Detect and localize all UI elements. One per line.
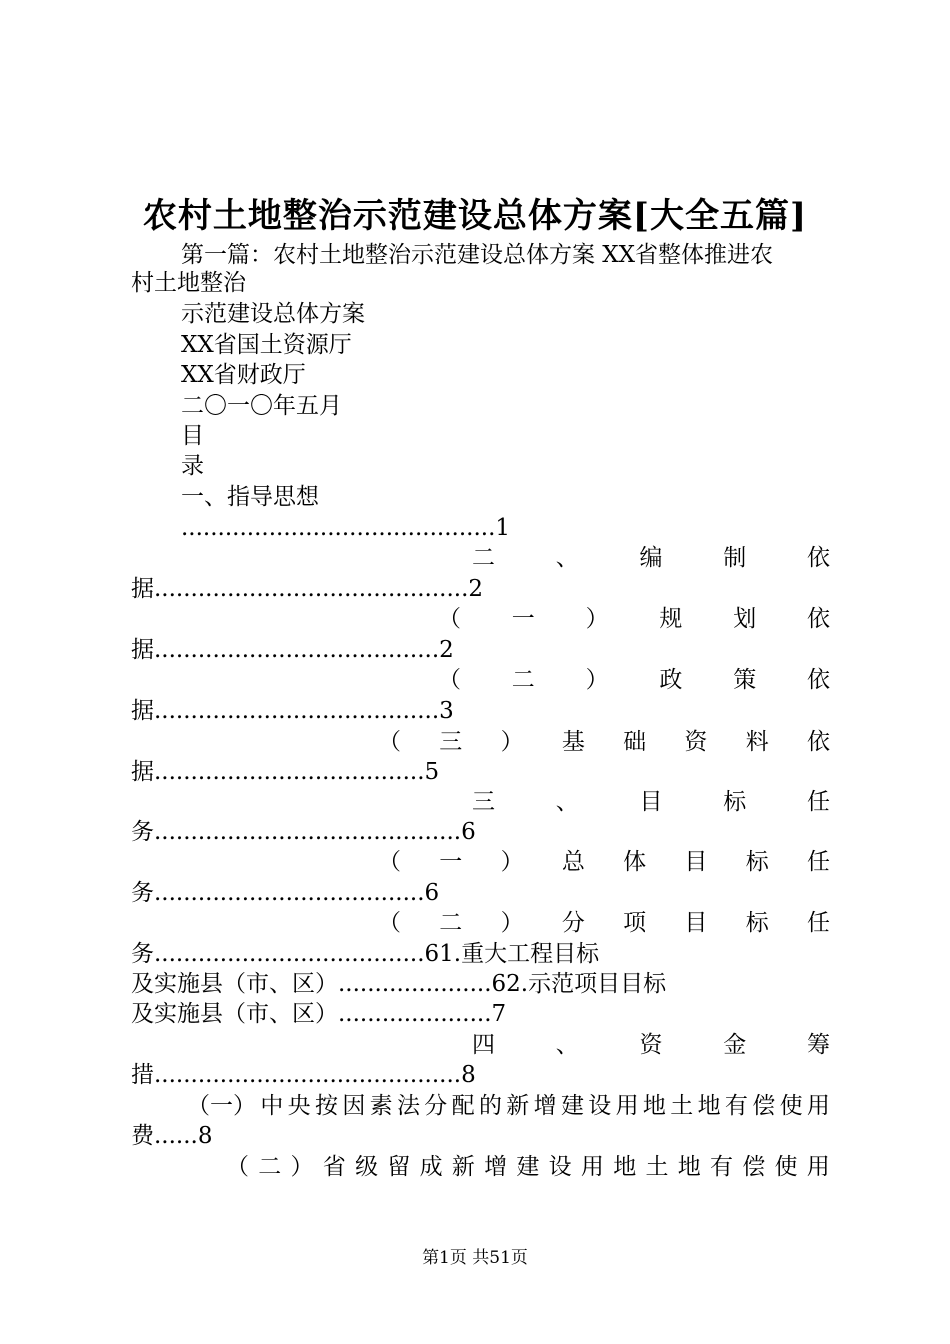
toc-spaced-char: 标 [723, 789, 747, 815]
intro-line-3: 示范建设总体方案 [181, 301, 365, 327]
toc-spaced-char: （ [378, 910, 401, 936]
toc-spaced-char: 用 [580, 1154, 604, 1180]
toc-item-2b-head [438, 665, 830, 695]
toc-spaced-char: 础 [623, 729, 647, 755]
toc-item-3-head [472, 787, 830, 817]
toc-spaced-char: 规 [659, 606, 683, 632]
toc-item-2-head [472, 543, 830, 573]
toc-spaced-char: 目 [639, 789, 663, 815]
toc-spaced-char: 央 [287, 1093, 311, 1119]
toc-heading-mu: 目 [181, 423, 204, 449]
toc-spaced-char: （ [438, 606, 461, 632]
toc-item-3-tail: 务..........................................6 [131, 819, 476, 845]
toc-item-2c-head [378, 727, 830, 757]
toc-item-2a-head [438, 604, 830, 634]
intro-line-1: 第一篇：农村土地整治示范建设总体方案 XX省整体推进农 [181, 242, 774, 268]
toc-item-2a-tail: 据.......................................2 [131, 637, 454, 663]
toc-spaced-char: （ [378, 729, 401, 755]
toc-item-4b-head [226, 1152, 830, 1182]
toc-spaced-char: 依 [807, 545, 830, 571]
toc-item-3a-tail: 务.....................................6 [131, 880, 440, 906]
toc-spaced-char: 建 [516, 1154, 540, 1180]
toc-item-2-tail: 据...........................................2 [131, 576, 484, 602]
toc-spaced-char: 分 [561, 910, 585, 936]
toc-spaced-char: 用 [615, 1093, 639, 1119]
toc-spaced-char: 因 [342, 1093, 366, 1119]
toc-spaced-char: 金 [723, 1032, 747, 1058]
page-footer: 第1页 共51页 [422, 1248, 528, 1268]
toc-spaced-char: 的 [478, 1093, 502, 1119]
toc-item-4a-tail: 费......8 [131, 1123, 213, 1149]
toc-spaced-char: 制 [723, 545, 747, 571]
toc-spaced-char: 新 [451, 1154, 475, 1180]
toc-spaced-char: 任 [807, 789, 830, 815]
toc-spaced-char: 三 [439, 729, 463, 755]
toc-spaced-char: （ [226, 1154, 249, 1180]
toc-spaced-char: 分 [424, 1093, 448, 1119]
toc-spaced-char: 料 [745, 729, 769, 755]
toc-item-3b-tail: 务.....................................61.重大工程目标 [131, 941, 600, 967]
toc-spaced-char: 目 [684, 849, 708, 875]
toc-spaced-char: ） [290, 1154, 314, 1180]
toc-spaced-char: 策 [733, 667, 757, 693]
toc-spaced-char: 一 [439, 849, 463, 875]
toc-spaced-char: 地 [642, 1093, 666, 1119]
toc-spaced-char: 用 [806, 1154, 830, 1180]
toc-spaced-char: ） [585, 606, 609, 632]
toc-item-1-title: 一、指导思想 [181, 484, 319, 510]
toc-spaced-char: 任 [806, 849, 830, 875]
toc-spaced-char: 配 [451, 1093, 475, 1119]
toc-spaced-char: 资 [639, 1032, 663, 1058]
toc-spaced-char: ） [585, 667, 609, 693]
toc-spaced-char: 有 [709, 1154, 733, 1180]
toc-item-2c-tail: 据.....................................5 [131, 759, 440, 785]
toc-spaced-char: 省 [322, 1154, 346, 1180]
toc-item-4-head [472, 1030, 830, 1060]
toc-spaced-char: 使 [779, 1093, 803, 1119]
toc-spaced-char: 二 [472, 545, 495, 571]
toc-spaced-char: 总 [561, 849, 585, 875]
toc-spaced-char: 目 [684, 910, 708, 936]
toc-spaced-char: 土 [645, 1154, 669, 1180]
toc-spaced-char: 四 [472, 1032, 495, 1058]
toc-spaced-char: 级 [355, 1154, 379, 1180]
toc-spaced-char: 有 [724, 1093, 748, 1119]
toc-spaced-char: 留 [387, 1154, 411, 1180]
toc-item-3a-head [378, 847, 830, 877]
toc-spaced-char: 资 [684, 729, 708, 755]
toc-spaced-char: 增 [484, 1154, 508, 1180]
toc-spaced-char: 建 [560, 1093, 584, 1119]
toc-spaced-char: 地 [697, 1093, 721, 1119]
toc-spaced-char: 标 [745, 849, 769, 875]
toc-spaced-char: 地 [613, 1154, 637, 1180]
toc-spaced-char: 三 [472, 789, 495, 815]
toc-item-1-dots: ...........................................1 [181, 515, 511, 541]
toc-spaced-char: （ [438, 667, 461, 693]
toc-spaced-char: 中 [260, 1093, 284, 1119]
toc-spaced-char: 依 [806, 667, 830, 693]
toc-spaced-char: 土 [670, 1093, 694, 1119]
toc-spaced-char: 、 [555, 789, 579, 815]
toc-spaced-char: 基 [561, 729, 585, 755]
toc-spaced-char: 二 [511, 667, 535, 693]
toc-heading-lu: 录 [181, 453, 204, 479]
toc-spaced-char: 偿 [752, 1093, 776, 1119]
toc-item-3b-tail-2: 及实施县（市、区）.....................62.示范项目目标 [131, 971, 667, 997]
toc-spaced-char: 、 [555, 1032, 579, 1058]
toc-spaced-char: 项 [623, 910, 647, 936]
toc-spaced-char: 增 [533, 1093, 557, 1119]
toc-spaced-char: 偿 [742, 1154, 766, 1180]
toc-spaced-char: 新 [506, 1093, 530, 1119]
toc-spaced-char: 依 [806, 606, 830, 632]
toc-spaced-char: 二 [439, 910, 463, 936]
dept-finance: XX省财政厅 [181, 362, 306, 388]
toc-item-4-tail: 措..........................................8 [131, 1062, 476, 1088]
toc-spaced-char: 一 [511, 606, 535, 632]
intro-line-2: 村土地整治 [131, 270, 246, 296]
document-title: 农村土地整治示范建设总体方案[大全五篇] [142, 196, 808, 236]
toc-spaced-char: 按 [314, 1093, 338, 1119]
toc-spaced-char: 成 [419, 1154, 443, 1180]
toc-spaced-char: 标 [745, 910, 769, 936]
toc-spaced-char: ） [500, 729, 524, 755]
toc-spaced-char: 政 [659, 667, 683, 693]
toc-item-3b-tail-3: 及实施县（市、区）.....................7 [131, 1001, 507, 1027]
toc-spaced-char: 法 [396, 1093, 420, 1119]
toc-spaced-char: 筹 [807, 1032, 830, 1058]
toc-spaced-char: 设 [588, 1093, 612, 1119]
toc-spaced-char: 体 [623, 849, 647, 875]
toc-spaced-char: （ [378, 849, 401, 875]
toc-item-2b-tail: 据.......................................3 [131, 698, 454, 724]
toc-spaced-char: ） [500, 910, 524, 936]
toc-spaced-char: （一） [187, 1093, 256, 1119]
document-date: 二〇一〇年五月 [181, 393, 342, 419]
toc-spaced-char: 使 [774, 1154, 798, 1180]
toc-spaced-char: 依 [806, 729, 830, 755]
toc-spaced-char: 划 [733, 606, 757, 632]
dept-land-resources: XX省国土资源厅 [181, 332, 352, 358]
toc-spaced-char: 用 [806, 1093, 830, 1119]
toc-item-4a-head [187, 1091, 830, 1121]
toc-spaced-char: 、 [555, 545, 579, 571]
toc-item-3b-head [378, 908, 830, 938]
toc-spaced-char: 素 [369, 1093, 393, 1119]
toc-spaced-char: 地 [677, 1154, 701, 1180]
toc-spaced-char: 二 [258, 1154, 282, 1180]
toc-spaced-char: 任 [806, 910, 830, 936]
toc-spaced-char: ） [500, 849, 524, 875]
toc-spaced-char: 编 [639, 545, 663, 571]
toc-spaced-char: 设 [548, 1154, 572, 1180]
